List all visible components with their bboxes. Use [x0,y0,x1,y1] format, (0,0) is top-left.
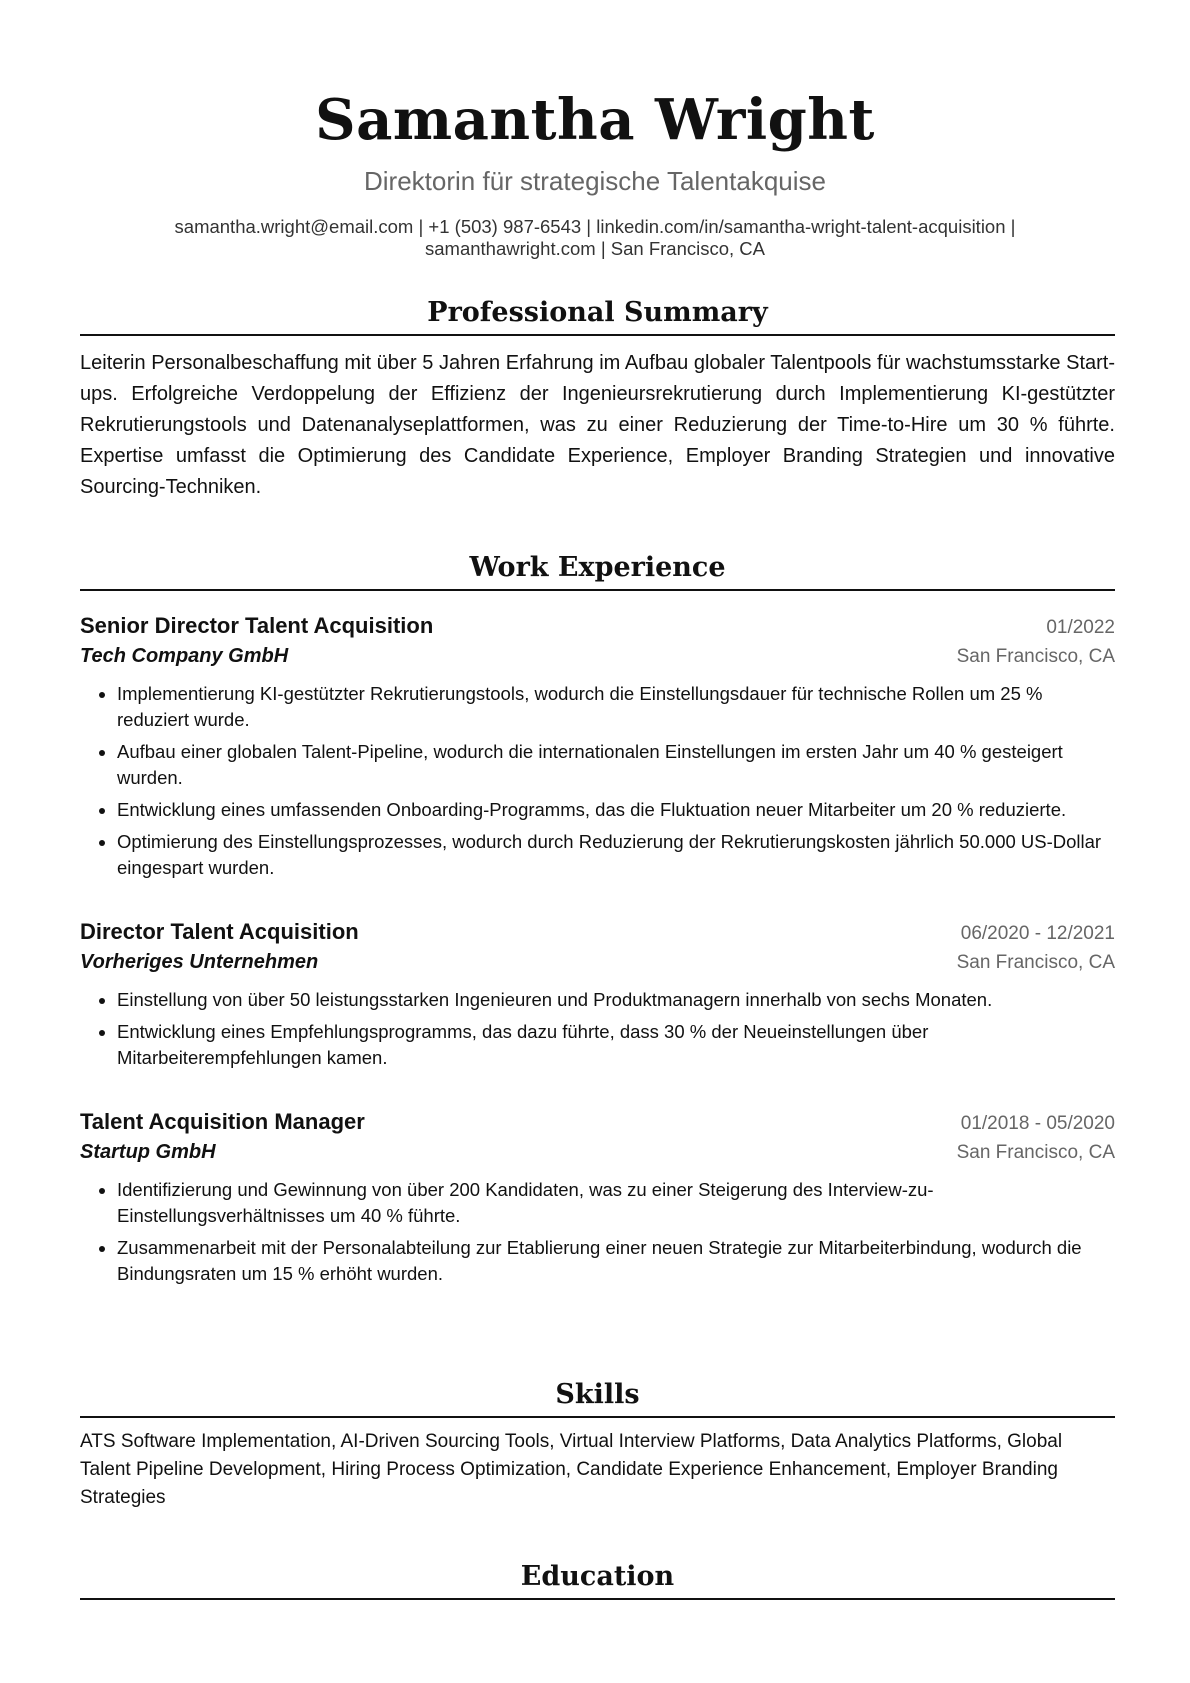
summary-section [80,296,1115,503]
education-title: Education [80,1560,1115,1600]
job-date: 06/2020 - 12/2021 [960,923,1115,944]
summary-title: Professional Summary [80,296,1115,336]
job-bullet: • Entwicklung eines Empfehlungsprogramms, das dazu führte, dass 30 % der Neueinstellungen über Mitarbeiterempfehlungen kamen. [117,1019,1115,1071]
skills-section [80,1378,1115,1512]
job-entry [80,611,1115,881]
skills-title: Skills [80,1378,1115,1418]
job-bullet: • Einstellung von über 50 leistungsstarken Ingenieuren und Produktmanagern innerhalb von sechs Monaten. [117,987,1115,1013]
job-company: Startup GmbH [80,1141,216,1163]
job-company: Tech Company GmbH [80,645,289,667]
contact-line-2: samanthawright.com | San Francisco, CA [425,238,765,259]
candidate-subtitle: Direktorin für strategische Talentakquise [364,166,826,196]
experience-section [80,551,1115,1293]
job-entry [80,917,1115,1071]
resume-header [0,0,1190,260]
job-date: 01/2022 [1046,617,1115,638]
job-entry [80,1107,1115,1287]
job-header-row [80,1107,1115,1137]
candidate-name: Samantha Wright [315,87,875,153]
job-company-row [80,641,1115,671]
job-company-row [80,947,1115,977]
job-title: Senior Director Talent Acquisition [80,613,434,638]
job-bullet: • Optimierung des Einstellungsprozesses, wodurch durch Reduzierung der Rekrutierungskosten jährlich 50.000 US-Dollar eingespart wurden. [117,829,1115,881]
job-title: Director Talent Acquisition [80,919,359,944]
job-date: 01/2018 - 05/2020 [960,1113,1115,1134]
job-bullet: • Zusammenarbeit mit der Personalabteilung zur Etablierung einer neuen Strategie zur Mitarbeiterbindung, wodurch die Bindungsraten um 15 % erhöht wurden. [117,1235,1115,1287]
job-bullet: • Identifizierung und Gewinnung von über 200 Kandidaten, was zu einer Steigerung des Interview-zu-Einstellungsverhältnisses um 40 % führte. [117,1177,1115,1229]
education-section [80,1560,1115,1600]
job-bullet-list [80,1177,1115,1287]
job-bullet: • Entwicklung eines umfassenden Onboarding-Programms, das die Fluktuation neuer Mitarbeiter um 20 % reduzierte. [117,797,1115,823]
job-company-row [80,1137,1115,1167]
job-header-row [80,611,1115,641]
job-location: San Francisco, CA [956,1142,1115,1163]
job-bullet: • Aufbau einer globalen Talent-Pipeline, wodurch die internationalen Einstellungen im ersten Jahr um 40 % gesteigert wurden. [117,739,1115,791]
job-company: Vorheriges Unternehmen [80,951,319,973]
job-bullet-list [80,987,1115,1071]
skills-text: ATS Software Implementation, AI-Driven Sourcing Tools, Virtual Interview Platforms, Data Analytics Platforms, Global Talent Pipeline Development, Hiring Process Optimization, Candidate Experience Enhancement, Employer Branding Strategies [80,1431,1063,1508]
contact-info [105,216,1085,260]
job-header-row [80,917,1115,947]
job-bullet: • Implementierung KI-gestützter Rekrutierungstools, wodurch die Einstellungsdauer für technische Rollen um 25 % reduziert wurde. [117,681,1115,733]
job-bullet-list [80,681,1115,881]
contact-line-1: samantha.wright@email.com | +1 (503) 987-6543 | linkedin.com/in/samantha-wright-talent-acquisition | [174,216,1016,237]
experience-title: Work Experience [80,551,1115,591]
summary-text: Leiterin Personalbeschaffung mit über 5 Jahren Erfahrung im Aufbau globaler Talentpools für wachstumsstarke Start-ups. Erfolgreiche Verdoppelung der Effizienz der Ingenieursrekrutierung durch Implementierung KI-gestützter Rekrutierungstools und Datenanalyseplattformen, was zu einer Reduzierung der Time-to-Hire um 30 % führte. Expertise umfasst die Optimierung des Candidate Experience, Employer Branding Strategien und innovative Sourcing-Techniken. [80,352,1115,498]
job-location: San Francisco, CA [956,952,1115,973]
job-title: Talent Acquisition Manager [80,1109,365,1134]
job-location: San Francisco, CA [956,646,1115,667]
